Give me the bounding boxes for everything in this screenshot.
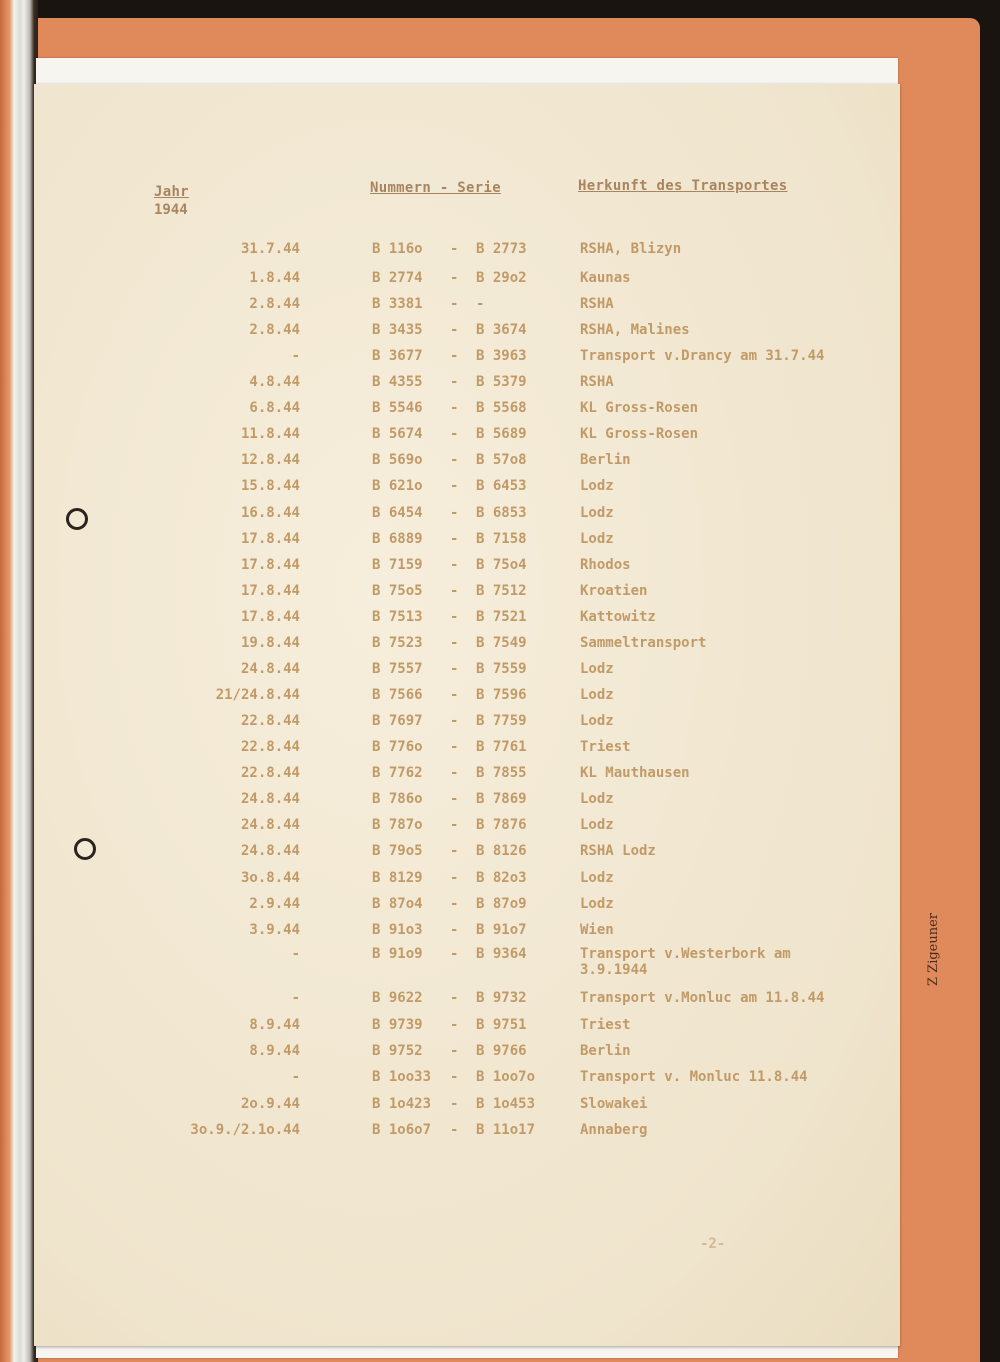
table-row <box>0 922 1000 948</box>
row-dash: - <box>450 990 459 1006</box>
table-row <box>0 1043 1000 1069</box>
row-dash: - <box>450 1096 459 1112</box>
row-number-from: B 7159 <box>372 557 423 573</box>
row-origin: Lodz <box>580 687 614 703</box>
row-date: 15.8.44 <box>240 478 300 494</box>
row-origin: Rhodos <box>580 557 631 573</box>
row-number-to: B 7761 <box>476 739 527 755</box>
row-dash: - <box>450 426 459 442</box>
row-number-to: B 7512 <box>476 583 527 599</box>
table-row <box>0 817 1000 843</box>
row-origin: RSHA, Malines <box>580 322 690 338</box>
table-row <box>0 296 1000 322</box>
row-number-from: B 75o5 <box>372 583 423 599</box>
row-number-from: B 7566 <box>372 687 423 703</box>
row-date: 8.9.44 <box>249 1017 300 1033</box>
row-number-from: B 7762 <box>372 765 423 781</box>
row-number-to: B 1oo7o <box>476 1069 536 1085</box>
row-origin: Transport v.Westerbork am 3.9.1944 <box>580 946 791 978</box>
row-number-from: B 91o3 <box>372 922 423 938</box>
row-number-from: B 6889 <box>372 531 423 547</box>
row-date: 2.8.44 <box>249 322 300 338</box>
row-number-from: B 569o <box>372 452 423 468</box>
row-dash: - <box>450 713 459 729</box>
row-dash: - <box>450 661 459 677</box>
row-origin: Triest <box>580 739 631 755</box>
row-origin: KL Gross-Rosen <box>580 400 699 416</box>
row-number-to: B 5568 <box>476 400 527 416</box>
row-number-to: B 9751 <box>476 1017 527 1033</box>
row-dash: - <box>450 765 459 781</box>
table-row <box>0 270 1000 296</box>
row-number-to: B 7559 <box>476 661 527 677</box>
row-number-to: B 5689 <box>476 426 527 442</box>
table-row <box>0 505 1000 531</box>
header-year: Jahr <box>154 184 189 200</box>
row-date: 17.8.44 <box>240 609 300 625</box>
row-number-to: B 5379 <box>476 374 527 390</box>
row-number-from: B 5546 <box>372 400 423 416</box>
table-row <box>0 1017 1000 1043</box>
table-row <box>0 583 1000 609</box>
row-date: 17.8.44 <box>240 557 300 573</box>
row-number-from: B 7697 <box>372 713 423 729</box>
row-number-to: - <box>476 296 485 312</box>
row-date: 24.8.44 <box>240 817 300 833</box>
row-origin: Kaunas <box>580 270 631 286</box>
row-number-to: B 91o7 <box>476 922 527 938</box>
row-number-to: B 7549 <box>476 635 527 651</box>
header-year-value: 1944 <box>154 202 188 218</box>
row-date: 19.8.44 <box>240 635 300 651</box>
row-date: - <box>291 1069 300 1085</box>
row-origin: Triest <box>580 1017 631 1033</box>
row-number-to: B 6453 <box>476 478 527 494</box>
table-row <box>0 531 1000 557</box>
row-number-to: B 2773 <box>476 241 527 257</box>
row-dash: - <box>450 1122 459 1138</box>
row-origin: Lodz <box>580 531 614 547</box>
row-number-from: B 621o <box>372 478 423 494</box>
row-dash: - <box>450 687 459 703</box>
table-row <box>0 1069 1000 1095</box>
row-number-to: B 7855 <box>476 765 527 781</box>
row-origin: Lodz <box>580 791 614 807</box>
row-dash: - <box>450 1017 459 1033</box>
row-dash: - <box>450 296 459 312</box>
row-number-from: B 7557 <box>372 661 423 677</box>
table-row <box>0 661 1000 687</box>
row-number-from: B 3435 <box>372 322 423 338</box>
row-number-to: B 75o4 <box>476 557 527 573</box>
row-origin: RSHA, Blizyn <box>580 241 682 257</box>
row-dash: - <box>450 843 459 859</box>
row-number-to: B 29o2 <box>476 270 527 286</box>
row-dash: - <box>450 241 459 257</box>
row-date: - <box>291 990 300 1006</box>
row-number-to: B 1o453 <box>476 1096 536 1112</box>
row-number-from: B 1o423 <box>372 1096 432 1112</box>
row-origin: Slowakei <box>580 1096 648 1112</box>
row-number-from: B 7513 <box>372 609 423 625</box>
table-row <box>0 765 1000 791</box>
row-number-from: B 8129 <box>372 870 423 886</box>
row-origin: RSHA Lodz <box>580 843 656 859</box>
row-origin: Lodz <box>580 713 614 729</box>
row-date: 21/24.8.44 <box>215 687 300 703</box>
table-row <box>0 791 1000 817</box>
row-dash: - <box>450 870 459 886</box>
row-number-from: B 1o6o7 <box>372 1122 432 1138</box>
margin-label: Z Zigeuner <box>926 912 941 986</box>
row-number-from: B 87o4 <box>372 896 423 912</box>
row-origin: Transport v.Monluc am 11.8.44 <box>580 990 825 1006</box>
row-dash: - <box>450 896 459 912</box>
row-dash: - <box>450 452 459 468</box>
row-number-to: B 87o9 <box>476 896 527 912</box>
row-dash: - <box>450 322 459 338</box>
row-date: 8.9.44 <box>249 1043 300 1059</box>
row-dash: - <box>450 946 459 962</box>
table-row <box>0 687 1000 713</box>
row-number-to: B 9766 <box>476 1043 527 1059</box>
row-origin: Lodz <box>580 478 614 494</box>
row-dash: - <box>450 270 459 286</box>
row-date: 3o.9./2.1o.44 <box>190 1122 300 1138</box>
row-number-from: B 1oo33 <box>372 1069 432 1085</box>
row-number-to: B 7876 <box>476 817 527 833</box>
row-dash: - <box>450 922 459 938</box>
row-date: 31.7.44 <box>240 241 300 257</box>
row-number-from: B 91o9 <box>372 946 423 962</box>
row-date: 3.9.44 <box>249 922 300 938</box>
row-origin: Transport v. Monluc 11.8.44 <box>580 1069 808 1085</box>
row-number-to: B 8126 <box>476 843 527 859</box>
row-dash: - <box>450 1043 459 1059</box>
row-number-to: B 9364 <box>476 946 527 962</box>
row-dash: - <box>450 557 459 573</box>
row-date: 17.8.44 <box>240 583 300 599</box>
table-row <box>0 241 1000 267</box>
table-row <box>0 426 1000 452</box>
table-row <box>0 1122 1000 1148</box>
row-number-from: B 9739 <box>372 1017 423 1033</box>
row-number-from: B 786o <box>372 791 423 807</box>
row-date: 24.8.44 <box>240 661 300 677</box>
row-number-from: B 3677 <box>372 348 423 364</box>
row-origin: Sammeltransport <box>580 635 707 651</box>
row-date: 17.8.44 <box>240 531 300 547</box>
row-number-to: B 3963 <box>476 348 527 364</box>
table-row <box>0 348 1000 374</box>
row-date: 2o.9.44 <box>240 1096 300 1112</box>
row-dash: - <box>450 583 459 599</box>
table-row <box>0 635 1000 661</box>
row-dash: - <box>450 374 459 390</box>
table-row <box>0 400 1000 426</box>
row-date: 3o.8.44 <box>240 870 300 886</box>
row-date: 24.8.44 <box>240 843 300 859</box>
row-origin: Kattowitz <box>580 609 656 625</box>
row-number-from: B 4355 <box>372 374 423 390</box>
row-number-to: B 11o17 <box>476 1122 536 1138</box>
row-dash: - <box>450 400 459 416</box>
row-number-to: B 82o3 <box>476 870 527 886</box>
row-dash: - <box>450 609 459 625</box>
table-row <box>0 374 1000 400</box>
row-dash: - <box>450 739 459 755</box>
row-number-to: B 7521 <box>476 609 527 625</box>
row-number-from: B 3381 <box>372 296 423 312</box>
row-date: 12.8.44 <box>240 452 300 468</box>
row-origin: Annaberg <box>580 1122 648 1138</box>
row-dash: - <box>450 635 459 651</box>
row-date: 16.8.44 <box>240 505 300 521</box>
row-number-to: B 57o8 <box>476 452 527 468</box>
row-origin: Lodz <box>580 661 614 677</box>
row-origin: RSHA <box>580 374 614 390</box>
row-number-from: B 2774 <box>372 270 423 286</box>
table-row <box>0 452 1000 478</box>
row-dash: - <box>450 817 459 833</box>
table-row <box>0 870 1000 896</box>
table-row <box>0 843 1000 869</box>
row-origin: Lodz <box>580 896 614 912</box>
row-origin: RSHA <box>580 296 614 312</box>
row-dash: - <box>450 505 459 521</box>
row-date: 22.8.44 <box>240 713 300 729</box>
table-row <box>0 322 1000 348</box>
row-number-to: B 7158 <box>476 531 527 547</box>
table-row <box>0 609 1000 635</box>
row-origin: Kroatien <box>580 583 648 599</box>
row-date: 4.8.44 <box>249 374 300 390</box>
row-number-from: B 6454 <box>372 505 423 521</box>
table-row <box>0 990 1000 1016</box>
row-origin: Lodz <box>580 870 614 886</box>
row-number-from: B 9622 <box>372 990 423 1006</box>
header-numbers: Nummern - Serie <box>370 180 501 196</box>
table-row <box>0 478 1000 504</box>
row-origin: Transport v.Drancy am 31.7.44 <box>580 348 825 364</box>
row-origin: Berlin <box>580 452 631 468</box>
row-date: 22.8.44 <box>240 739 300 755</box>
row-dash: - <box>450 791 459 807</box>
row-origin: Lodz <box>580 817 614 833</box>
table-row <box>0 557 1000 583</box>
row-number-from: B 5674 <box>372 426 423 442</box>
row-date: 24.8.44 <box>240 791 300 807</box>
row-number-to: B 7869 <box>476 791 527 807</box>
row-date: 2.9.44 <box>249 896 300 912</box>
table-row <box>0 896 1000 922</box>
table-row <box>0 1096 1000 1122</box>
row-number-to: B 7596 <box>476 687 527 703</box>
row-dash: - <box>450 348 459 364</box>
row-number-from: B 9752 <box>372 1043 423 1059</box>
table-row <box>0 739 1000 765</box>
table-row <box>0 946 1000 978</box>
row-number-from: B 79o5 <box>372 843 423 859</box>
row-date: - <box>291 348 300 364</box>
row-number-to: B 7759 <box>476 713 527 729</box>
row-number-from: B 116o <box>372 241 423 257</box>
row-origin: Wien <box>580 922 614 938</box>
row-date: 6.8.44 <box>249 400 300 416</box>
row-origin: KL Gross-Rosen <box>580 426 699 442</box>
row-number-to: B 9732 <box>476 990 527 1006</box>
row-origin: Berlin <box>580 1043 631 1059</box>
row-origin: Lodz <box>580 505 614 521</box>
table-row <box>0 713 1000 739</box>
row-date: 22.8.44 <box>240 765 300 781</box>
row-number-to: B 6853 <box>476 505 527 521</box>
row-date: 1.8.44 <box>249 270 300 286</box>
row-date: 2.8.44 <box>249 296 300 312</box>
header-origin: Herkunft des Transportes <box>578 178 788 194</box>
row-dash: - <box>450 531 459 547</box>
row-number-from: B 787o <box>372 817 423 833</box>
row-date: 11.8.44 <box>240 426 300 442</box>
row-dash: - <box>450 478 459 494</box>
row-dash: - <box>450 1069 459 1085</box>
row-date: - <box>291 946 300 962</box>
row-number-from: B 776o <box>372 739 423 755</box>
page-number: -2- <box>700 1236 726 1252</box>
row-number-from: B 7523 <box>372 635 423 651</box>
row-number-to: B 3674 <box>476 322 527 338</box>
row-origin: KL Mauthausen <box>580 765 690 781</box>
